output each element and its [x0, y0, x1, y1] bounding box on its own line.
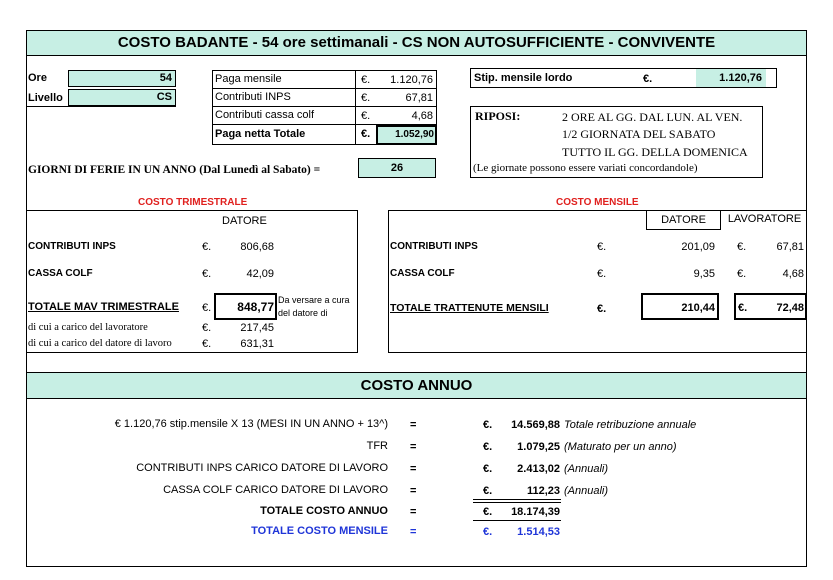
annuo-row-4-label: CASSA COLF CARICO DATORE DI LAVORO	[163, 484, 388, 496]
annuo-row-2-eq: =	[410, 441, 417, 453]
stip-currency: €.	[643, 73, 653, 85]
mensile-col-lavoratore: LAVORATORE	[727, 213, 802, 225]
totale-annuo-label: TOTALE COSTO ANNUO	[260, 505, 388, 517]
totale-mensile-eq: =	[410, 526, 417, 538]
ferie-label: GIORNI DI FERIE IN UN ANNO (Dal Lunedì al Sabato) =	[28, 164, 321, 176]
trim-mav-label: TOTALE MAV TRIMESTRALE	[28, 301, 179, 313]
paga-mensile-currency: €.	[361, 74, 371, 86]
paga-netta-value: 1.052,90	[395, 129, 434, 140]
ferie-value: 26	[390, 162, 404, 174]
contributi-inps-label: Contributi INPS	[215, 91, 291, 103]
contributi-colf-label: Contributi cassa colf	[215, 109, 315, 121]
trim-mav-note-1: Da versare a cura	[278, 295, 350, 305]
annuo-row-1-cur: €.	[483, 419, 493, 431]
mens-inps-lav: 67,81	[776, 241, 804, 253]
annuo-row-1-label: € 1.120,76 stip.mensile X 13 (MESI IN UN ANNO + 13^)	[114, 418, 388, 430]
livello-label: Livello	[28, 92, 63, 104]
trim-lav-label: di cui a carico del lavoratore	[28, 322, 148, 333]
trim-dat-currency: €.	[202, 338, 212, 350]
mens-inps-datore: 201,09	[681, 241, 715, 253]
riposi-line-1: 2 ORE AL GG. DAL LUN. AL VEN.	[562, 110, 743, 124]
annuo-row-3-value: 2.413,02	[517, 463, 560, 475]
annuo-row-4-note: (Annuali)	[564, 485, 609, 497]
trim-dat-value: 631,31	[240, 338, 274, 350]
mens-inps-label: CONTRIBUTI INPS	[390, 241, 478, 252]
totale-mensile-label: TOTALE COSTO MENSILE	[251, 525, 388, 537]
annuo-row-2-note: (Maturato per un anno)	[564, 441, 677, 453]
mens-tot-currency: €.	[597, 303, 607, 315]
trimestrale-col-datore: DATORE	[222, 215, 267, 227]
mens-colf-label: CASSA COLF	[390, 268, 455, 279]
paga-mensile-value: 1.120,76	[390, 74, 433, 86]
annuo-row-4-value: 112,23	[526, 485, 560, 497]
totale-annuo-eq: =	[410, 506, 417, 518]
livello-value: CS	[156, 91, 172, 103]
trim-mav-note-2: del datore di	[278, 308, 328, 318]
annuo-row-3-note: (Annuali)	[564, 463, 609, 475]
mens-colf-currency: €.	[597, 268, 607, 280]
trim-dat-label: di cui a carico del datore di lavoro	[28, 338, 172, 349]
trim-mav-currency: €.	[202, 302, 212, 314]
trim-colf-currency: €.	[202, 268, 212, 280]
paga-mensile-label: Paga mensile	[215, 73, 282, 85]
contributi-colf-value: 4,68	[411, 110, 433, 122]
param-underline	[26, 106, 176, 107]
mensile-col-datore: DATORE	[661, 214, 706, 226]
contributi-colf-currency: €.	[361, 110, 371, 122]
riposi-note: (Le giornate possono essere variati concordandole)	[473, 162, 698, 174]
totale-mensile-value: 1.514,53	[517, 526, 560, 538]
contributi-inps-value: 67,81	[405, 92, 433, 104]
annuo-row-1-value: 14.569,88	[511, 419, 560, 431]
mens-tot-currency-2: €.	[738, 302, 748, 314]
mens-colf-currency-2: €.	[737, 268, 747, 280]
trim-colf-label: CASSA COLF	[28, 268, 93, 279]
paga-netta-label: Paga netta Totale	[215, 128, 306, 140]
mens-inps-currency-2: €.	[737, 241, 747, 253]
trim-inps-value: 806,68	[240, 241, 274, 253]
stip-label: Stip. mensile lordo	[474, 72, 573, 84]
mens-colf-lav: 4,68	[782, 268, 804, 280]
trim-lav-currency: €.	[202, 322, 212, 334]
mens-tot-label: TOTALE TRATTENUTE MENSILI	[390, 302, 549, 314]
paga-netta-currency: €.	[361, 128, 371, 140]
ore-label: Ore	[28, 72, 47, 84]
ore-value: 54	[159, 72, 172, 84]
mens-tot-lav: 72,48	[776, 302, 804, 314]
mensile-title: COSTO MENSILE	[556, 197, 639, 208]
annuo-row-3-label: CONTRIBUTI INPS CARICO DATORE DI LAVORO	[136, 462, 388, 474]
annuo-row-4-cur: €.	[483, 485, 493, 497]
mens-colf-datore: 9,35	[693, 268, 715, 280]
page-title: COSTO BADANTE - 54 ore settimanali - CS NON AUTOSUFFICIENTE - CONVIVENTE	[117, 34, 716, 51]
riposi-label: RIPOSI:	[475, 109, 521, 123]
trim-inps-label: CONTRIBUTI INPS	[28, 241, 116, 252]
trim-lav-value: 217,45	[240, 322, 274, 334]
trim-colf-value: 42,09	[246, 268, 274, 280]
annuo-row-3-cur: €.	[483, 463, 493, 475]
stip-value: 1.120,76	[719, 72, 762, 84]
mens-inps-currency: €.	[597, 241, 607, 253]
totale-mensile-cur: €.	[483, 526, 493, 538]
riposi-line-3: TUTTO IL GG. DELLA DOMENICA	[562, 145, 748, 159]
annuo-row-2-value: 1.079,25	[517, 441, 560, 453]
trim-inps-currency: €.	[202, 241, 212, 253]
totale-annuo-cur: €.	[483, 506, 493, 518]
riposi-line-2: 1/2 GIORNATA DEL SABATO	[562, 127, 716, 141]
annuo-row-4-eq: =	[410, 485, 417, 497]
mens-tot-datore: 210,44	[681, 302, 715, 314]
trimestrale-title: COSTO TRIMESTRALE	[138, 197, 248, 208]
trim-mav-value: 848,77	[237, 300, 274, 314]
annuo-row-1-eq: =	[410, 419, 417, 431]
annuo-row-2-label: TFR	[366, 440, 388, 452]
annuo-row-1-note: Totale retribuzione annuale	[564, 419, 697, 431]
annuo-title: COSTO ANNUO	[360, 377, 473, 394]
annuo-row-2-cur: €.	[483, 441, 493, 453]
totale-annuo-value: 18.174,39	[511, 506, 560, 518]
annuo-row-3-eq: =	[410, 463, 417, 475]
contributi-inps-currency: €.	[361, 92, 371, 104]
